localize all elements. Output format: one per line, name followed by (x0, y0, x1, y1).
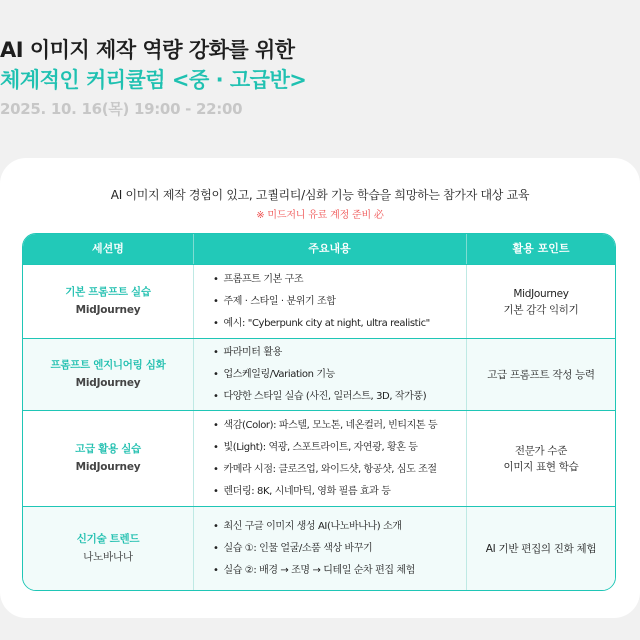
column-divider (193, 265, 194, 338)
column-divider (193, 411, 194, 506)
session-name: 프롬프트 엔지니어링 심화 (50, 358, 166, 371)
point-text: 전문가 수준 (514, 444, 568, 457)
content-item: • 프롬프트 기본 구조 (213, 269, 430, 291)
point-cell (466, 265, 616, 338)
column-divider (193, 234, 194, 264)
page-title-line2: 체계적인 커리큘럼 <중 · 고급반> (0, 68, 307, 92)
session-name: 기본 프롬프트 실습 (65, 285, 151, 298)
session-cell (23, 265, 193, 338)
session-tool: MidJourney (75, 303, 141, 316)
table-row (23, 264, 616, 338)
content-item: • 실습 ①: 인물 얼굴/소품 색상 바꾸기 (213, 538, 415, 560)
session-cell (23, 339, 193, 410)
session-tool: 나노바나나 (83, 551, 133, 563)
table-row (23, 338, 616, 410)
point-text: 고급 프롬프트 작성 능력 (487, 368, 595, 381)
event-datetime: 2025. 10. 16(목) 19:00 - 22:00 (0, 100, 243, 118)
session-name: 고급 활용 실습 (75, 442, 141, 455)
content-item: • 다양한 스타일 실습 (사진, 일러스트, 3D, 작가풍) (213, 386, 426, 408)
target-description: AI 이미지 제작 경험이 있고, 고퀄리티/심화 기능 학습을 희망하는 참가자 대상 교육 (110, 188, 530, 202)
content-item: • 파라미터 활용 (213, 342, 426, 364)
content-cell (193, 411, 466, 506)
content-item: • 업스케일링/Variation 기능 (213, 364, 426, 386)
table-row (23, 410, 616, 506)
content-item: • 최신 구글 이미지 생성 AI(나노바나나) 소개 (213, 516, 415, 538)
column-divider (193, 507, 194, 591)
column-divider (466, 507, 467, 591)
session-tool: MidJourney (75, 376, 141, 389)
table-row (23, 506, 616, 591)
content-item: • 실습 ②: 배경 → 조명 → 디테일 순차 편집 체험 (213, 560, 415, 582)
column-header-point: 활용 포인트 (512, 242, 570, 255)
point-cell (466, 507, 616, 591)
session-tool: MidJourney (75, 460, 141, 473)
column-divider (466, 234, 467, 264)
requirement-note: ※ 미드저니 유료 계정 준비 必 (256, 210, 384, 221)
session-cell (23, 507, 193, 591)
content-item: • 주제 · 스타일 · 분위기 조합 (213, 291, 430, 313)
content-item: • 빛(Light): 역광, 스포트라이트, 자연광, 황혼 등 (213, 437, 437, 459)
point-text: AI 기반 편집의 진화 체험 (485, 543, 597, 555)
column-divider (466, 411, 467, 506)
point-text: 기본 감각 익히기 (503, 303, 579, 316)
point-cell (466, 411, 616, 506)
content-cell (193, 339, 466, 410)
session-name: 신기술 트렌드 (76, 533, 140, 545)
point-text: 이미지 표현 학습 (503, 460, 579, 473)
table-header (23, 234, 616, 264)
page-title-line1: AI 이미지 제작 역량 강화를 위한 (0, 38, 295, 62)
content-item: • 색감(Color): 파스텔, 모노톤, 네온컬러, 빈티지톤 등 (213, 415, 437, 437)
content-cell (193, 265, 466, 338)
point-cell (466, 339, 616, 410)
column-divider (193, 339, 194, 410)
content-item: • 카메라 시점: 클로즈업, 와이드샷, 항공샷, 심도 조절 (213, 459, 437, 481)
curriculum-table (22, 233, 616, 591)
column-header-content: 주요내용 (308, 242, 351, 255)
column-divider (466, 339, 467, 410)
column-header-session: 세션명 (92, 242, 124, 255)
session-cell (23, 411, 193, 506)
point-text: MidJourney (513, 287, 569, 300)
content-cell (193, 507, 466, 591)
column-divider (466, 265, 467, 338)
content-item: • 예시: "Cyberpunk city at night, ultra realistic" (213, 313, 430, 335)
content-item: • 렌더링: 8K, 시네마틱, 영화 필름 효과 등 (213, 481, 437, 503)
